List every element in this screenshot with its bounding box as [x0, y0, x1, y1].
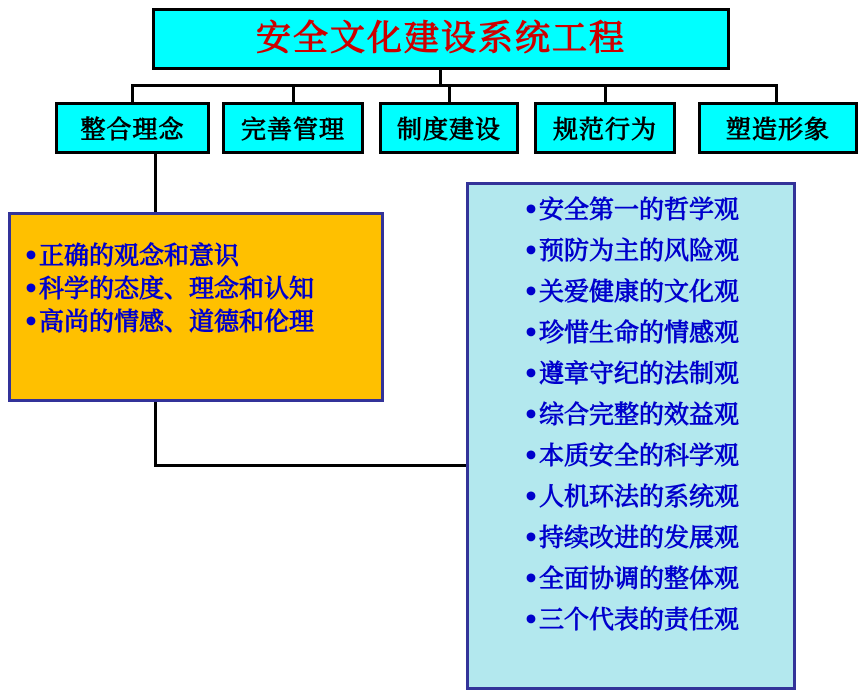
- connector-drop-4: [604, 84, 607, 102]
- list-item: •预防为主的风险观: [523, 236, 739, 265]
- list-item: •持续改进的发展观: [523, 523, 739, 552]
- connector-drop-2: [292, 84, 295, 102]
- list-item: •本质安全的科学观: [523, 441, 739, 470]
- list-item: •科学的态度、理念和认知: [23, 274, 314, 303]
- diagram-title-label: 安全文化建设系统工程: [255, 18, 626, 59]
- category-label: 塑造形象: [725, 115, 830, 144]
- category-label: 整合理念: [80, 115, 185, 144]
- right-viewpoints-panel: [466, 182, 796, 690]
- category-label: 制度建设: [396, 115, 501, 144]
- list-item: •珍惜生命的情感观: [523, 318, 739, 347]
- category-box-standardize-behavior[interactable]: [534, 102, 676, 154]
- list-item: •正确的观念和意识: [23, 241, 239, 270]
- connector-bus-horizontal: [131, 84, 778, 87]
- diagram-title-box: [152, 8, 730, 70]
- left-concept-panel: [8, 212, 384, 402]
- connector-drop-1: [131, 84, 134, 102]
- connector-drop-3: [448, 84, 451, 102]
- list-item: •人机环法的系统观: [523, 482, 739, 511]
- category-box-shape-image[interactable]: [698, 102, 858, 154]
- list-item: •综合完整的效益观: [523, 400, 739, 429]
- category-box-system-construction[interactable]: [379, 102, 519, 154]
- list-item: •三个代表的责任观: [523, 605, 739, 634]
- connector-bottom-horizontal: [154, 464, 474, 467]
- list-item: •高尚的情感、道德和伦理: [23, 307, 314, 336]
- category-label: 规范行为: [552, 115, 657, 144]
- list-item: •全面协调的整体观: [523, 564, 739, 593]
- category-label: 完善管理: [240, 115, 345, 144]
- category-box-improve-management[interactable]: [222, 102, 364, 154]
- list-item: •安全第一的哲学观: [523, 195, 739, 224]
- list-item: •关爱健康的文化观: [523, 277, 739, 306]
- category-box-integrate-concept[interactable]: [55, 102, 210, 154]
- list-item: •遵章守纪的法制观: [523, 359, 739, 388]
- connector-drop-5: [775, 84, 778, 102]
